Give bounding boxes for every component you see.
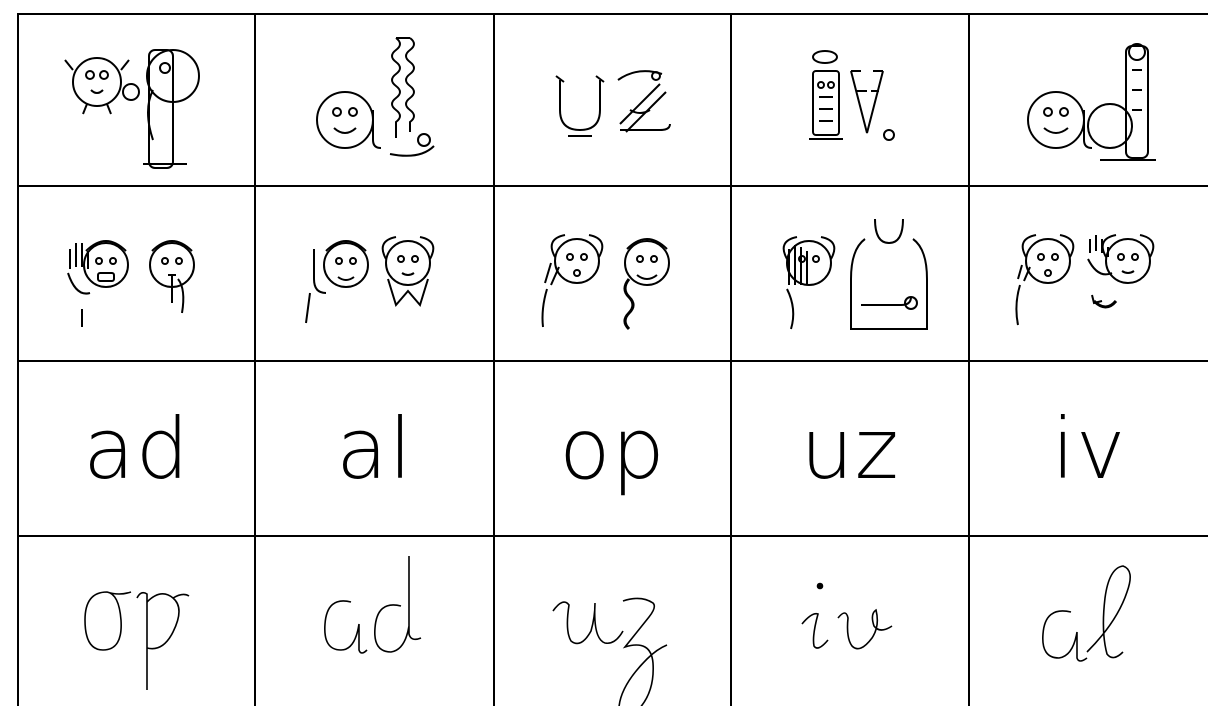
boy-girl-hand-signs-icon [300, 209, 450, 339]
totem-letters-icon [795, 45, 905, 155]
print-syllable-3: op [559, 399, 666, 498]
two-girls-hand-signs-icon [1004, 209, 1174, 339]
print-syllable-4: uz [800, 399, 900, 498]
illustration-cell-1 [19, 15, 254, 185]
worksheet-grid [17, 13, 1208, 706]
cursive-syllable-5 [970, 537, 1208, 706]
print-syllable-1: ad [83, 399, 190, 498]
boy-hand-signs-icon [62, 209, 212, 339]
ball-and-snake-letters-icon [300, 30, 450, 170]
snake-letters-icon [548, 50, 678, 150]
cursive-syllable-1 [19, 537, 254, 706]
cursive-syllable-2 [256, 537, 493, 706]
illustration-cell-4 [732, 15, 968, 185]
girl-torso-hand-signs-icon [765, 209, 935, 339]
girl-boy-hand-signs-icon [533, 209, 693, 339]
sign-cell-4 [732, 187, 968, 360]
print-syllable-2: al [336, 399, 413, 498]
ball-and-robed-man-letters-icon [1014, 30, 1164, 170]
cursive-uz-icon [543, 537, 683, 706]
cursive-op-icon [67, 542, 207, 702]
print-syllable-5: iv [1051, 399, 1127, 498]
cursive-al-icon [1019, 542, 1159, 702]
illustration-cell-2 [256, 15, 493, 185]
sign-cell-3 [495, 187, 730, 360]
cursive-ad-icon [305, 542, 445, 702]
bird-and-owl-letters-icon [57, 30, 217, 170]
cursive-syllable-3 [495, 537, 730, 706]
illustration-cell-3 [495, 15, 730, 185]
sign-cell-1 [19, 187, 254, 360]
sign-cell-5 [970, 187, 1208, 360]
sign-cell-2 [256, 187, 493, 360]
cursive-iv-icon [780, 542, 920, 702]
illustration-cell-5 [970, 15, 1208, 185]
cursive-syllable-4 [732, 537, 968, 706]
